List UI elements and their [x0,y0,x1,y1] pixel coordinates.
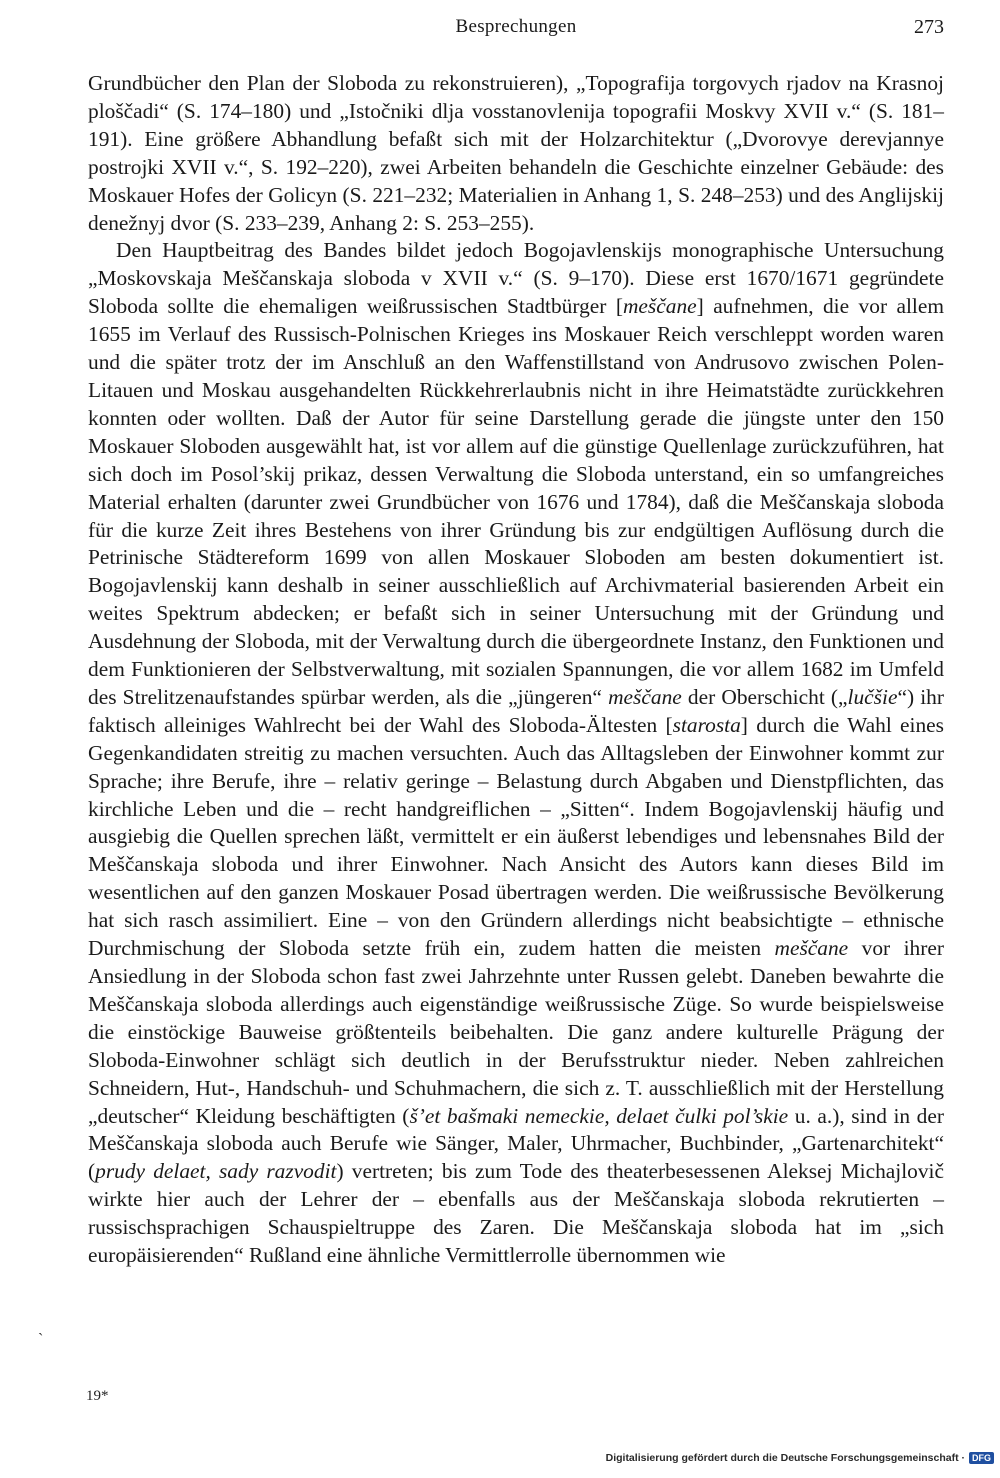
digitization-credit [606,1452,994,1464]
page-number: 273 [914,16,944,38]
body-text [88,70,944,1270]
paragraph [88,237,944,1270]
text-run: ] durch die Wahl eines Gegenkandidaten streitig zu machen versuchten. Auch das Alltagsleben der Einwohner kommt zur Sprache; ihre Berufe, ihre – relativ geringe – Belastung durch Abgaben und Dienstpflichten, das kirchliche Leben und die – recht handgreiflichen – „Sitten“. Indem Bogojavlenskij häufig und ausgiebig die Quellen sprechen läßt, vermittelt er ein äußerst lebendiges und lebensnahes Bild der Meščanskaja sloboda und ihrer Einwohner. Nach Ansicht des Autors kann dieses Bild im wesentlichen auf den ganzen Moskauer Posad übertragen werden. Die weißrussische Bevölkerung hat sich rasch assimiliert. Eine – von den Gründern allerdings nicht beabsichtigte – ethnische Durchmischung der Sloboda setzte früh ein, zudem hatten die meisten [88,712,945,961]
text-run: Grundbücher den Plan der Sloboda zu rekonstruieren), „Topografija torgovych rjadov na Krasnoj ploščadi“ (S. 174–180) und „Istočniki dlja vosstanovlenija topografii Moskvy XVII v.“ (S. 181–191). Eine größere Abhandlung befaßt sich mit der Holzarchitektur („Dvorovye derevjannye postrojki XVII v.“, S. 192–220), zwei Arbeiten behandeln die Geschichte einzelner Gebäude: des Moskauer Hofes der Golicyn (S. 221–232; Materialien in Anhang 1, S. 248–253) und des Anglijskij denežnyj dvor (S. 233–239, Anhang 2: S. 253–255). [88,71,944,235]
italic-term: prudy delaet, sady razvodit [95,1159,337,1184]
paragraph [88,70,944,237]
italic-term: meščane [622,294,697,319]
text-run: “) ihr faktisch alleiniges Wahlrecht bei der Wahl des Sloboda-Ältesten [ [88,684,944,737]
italic-term: š’et bašmaki nemeckie, delaet čulki pol’skie [409,1103,789,1128]
text-run: ] aufnehmen, die vor allem 1655 im Verlauf des Russisch-Polnischen Krieges ins Moskauer Reich verschleppt worden waren und die später trotz der im Anschluß an den Waffenstillstand von Andrusovo zwischen Polen-Litauen und Moskau ausgehandelten Rückkehrerlaubnis nicht in ihre Heimatstädte zurückkehren konnten oder wollten. Daß der Autor für seine Darstellung gerade die jüngste unter den 150 Moskauer Sloboden ausgewählt hat, ist vor allem auf die günstige Quellenlage zurückzuführen, hat sich doch im Posol’skij prikaz, dessen Verwaltung die Sloboda unterstand, ein so umfangreiches Material erhalten (darunter zwei Grundbücher von 1676 und 1784), daß die Meščanskaja sloboda für die kurze Zeit ihres Bestehens von ihrer Gründung bis zur endgültigen Auflösung durch die Petrinische Städtereform 1699 von allen Moskauer Sloboden am besten dokumentiert ist. Bogojavlenskij kann deshalb in seiner ausschließlich auf Archivmaterial basierenden Arbeit ein weites Spektrum abdecken; er befaßt sich in seiner Untersuchung mit der Gründung und Ausdehnung der Sloboda, mit der Verwaltung durch die übergeordnete Instanz, den Funktionen und dem Funktionieren der Selbstverwaltung, mit sozialen Spannungen, die vor allem 1682 im Umfeld des Strelitzenaufstandes spürbar werden, als die „jüngeren“ [88,294,945,709]
text-run: u. a.), sind in der Meščanskaja sloboda auch Berufe wie Sänger, Maler, Uhrmacher, Buchbinder, „Gartenarchitekt“ ( [88,1103,944,1184]
signature-mark: 19* [86,1388,109,1404]
text-run: ) vertreten; bis zum Tode des theaterbesessenen Aleksej Michajlovič wirkte hier auch der Lehrer der – ebenfalls aus der Meščanskaja sloboda rekrutierten – russischsprachigen Schauspieltruppe des Zaren. Die Meščanskaja sloboda hat im „sich europäisierenden“ Rußland eine ähnliche Vermittlerrolle übernommen wie [88,1159,944,1268]
credit-text: Digitalisierung gefördert durch die Deutsche Forschungsgemeinschaft · [605,1452,965,1464]
dfg-logo: DFG [969,1452,994,1464]
running-head [88,16,944,46]
running-title: Besprechungen [455,16,577,37]
italic-term: meščane [608,684,682,709]
text-run: der Oberschicht („ [681,684,848,709]
margin-mark: ` [38,1331,44,1348]
text-run: vor ihrer Ansiedlung in der Sloboda schon fast zwei Jahrzehnte unter Russen gelebt. Daneben bewahrte die Meščanskaja sloboda allerdings auch eigenständige weißrussische Züge. So wurde beispielsweise die einstöckige Bauweise größtenteils beibehalten. Die ganz andere kulturelle Prägung der Sloboda-Einwohner schlägt sich deutlich in der Berufsstruktur nieder. Neben zahlreichen Schneidern, Hut-, Handschuh- und Schuhmachern, die sich z. T. ausschließlich mit der Herstellung „deutscher“ Kleidung beschäftigten ( [88,936,944,1128]
italic-term: starosta [672,712,741,737]
italic-term: meščane [774,936,849,961]
italic-term: lučšie [847,684,898,709]
text-run: Den Hauptbeitrag des Bandes bildet jedoch Bogojavlenskijs monographische Untersuchung „Moskovskaja Meščanskaja sloboda v XVII v.“ (S. 9–170). Diese erst 1670/1671 gegründete Sloboda sollte die ehemaligen weißrussischen Stadtbürger [ [88,238,944,319]
